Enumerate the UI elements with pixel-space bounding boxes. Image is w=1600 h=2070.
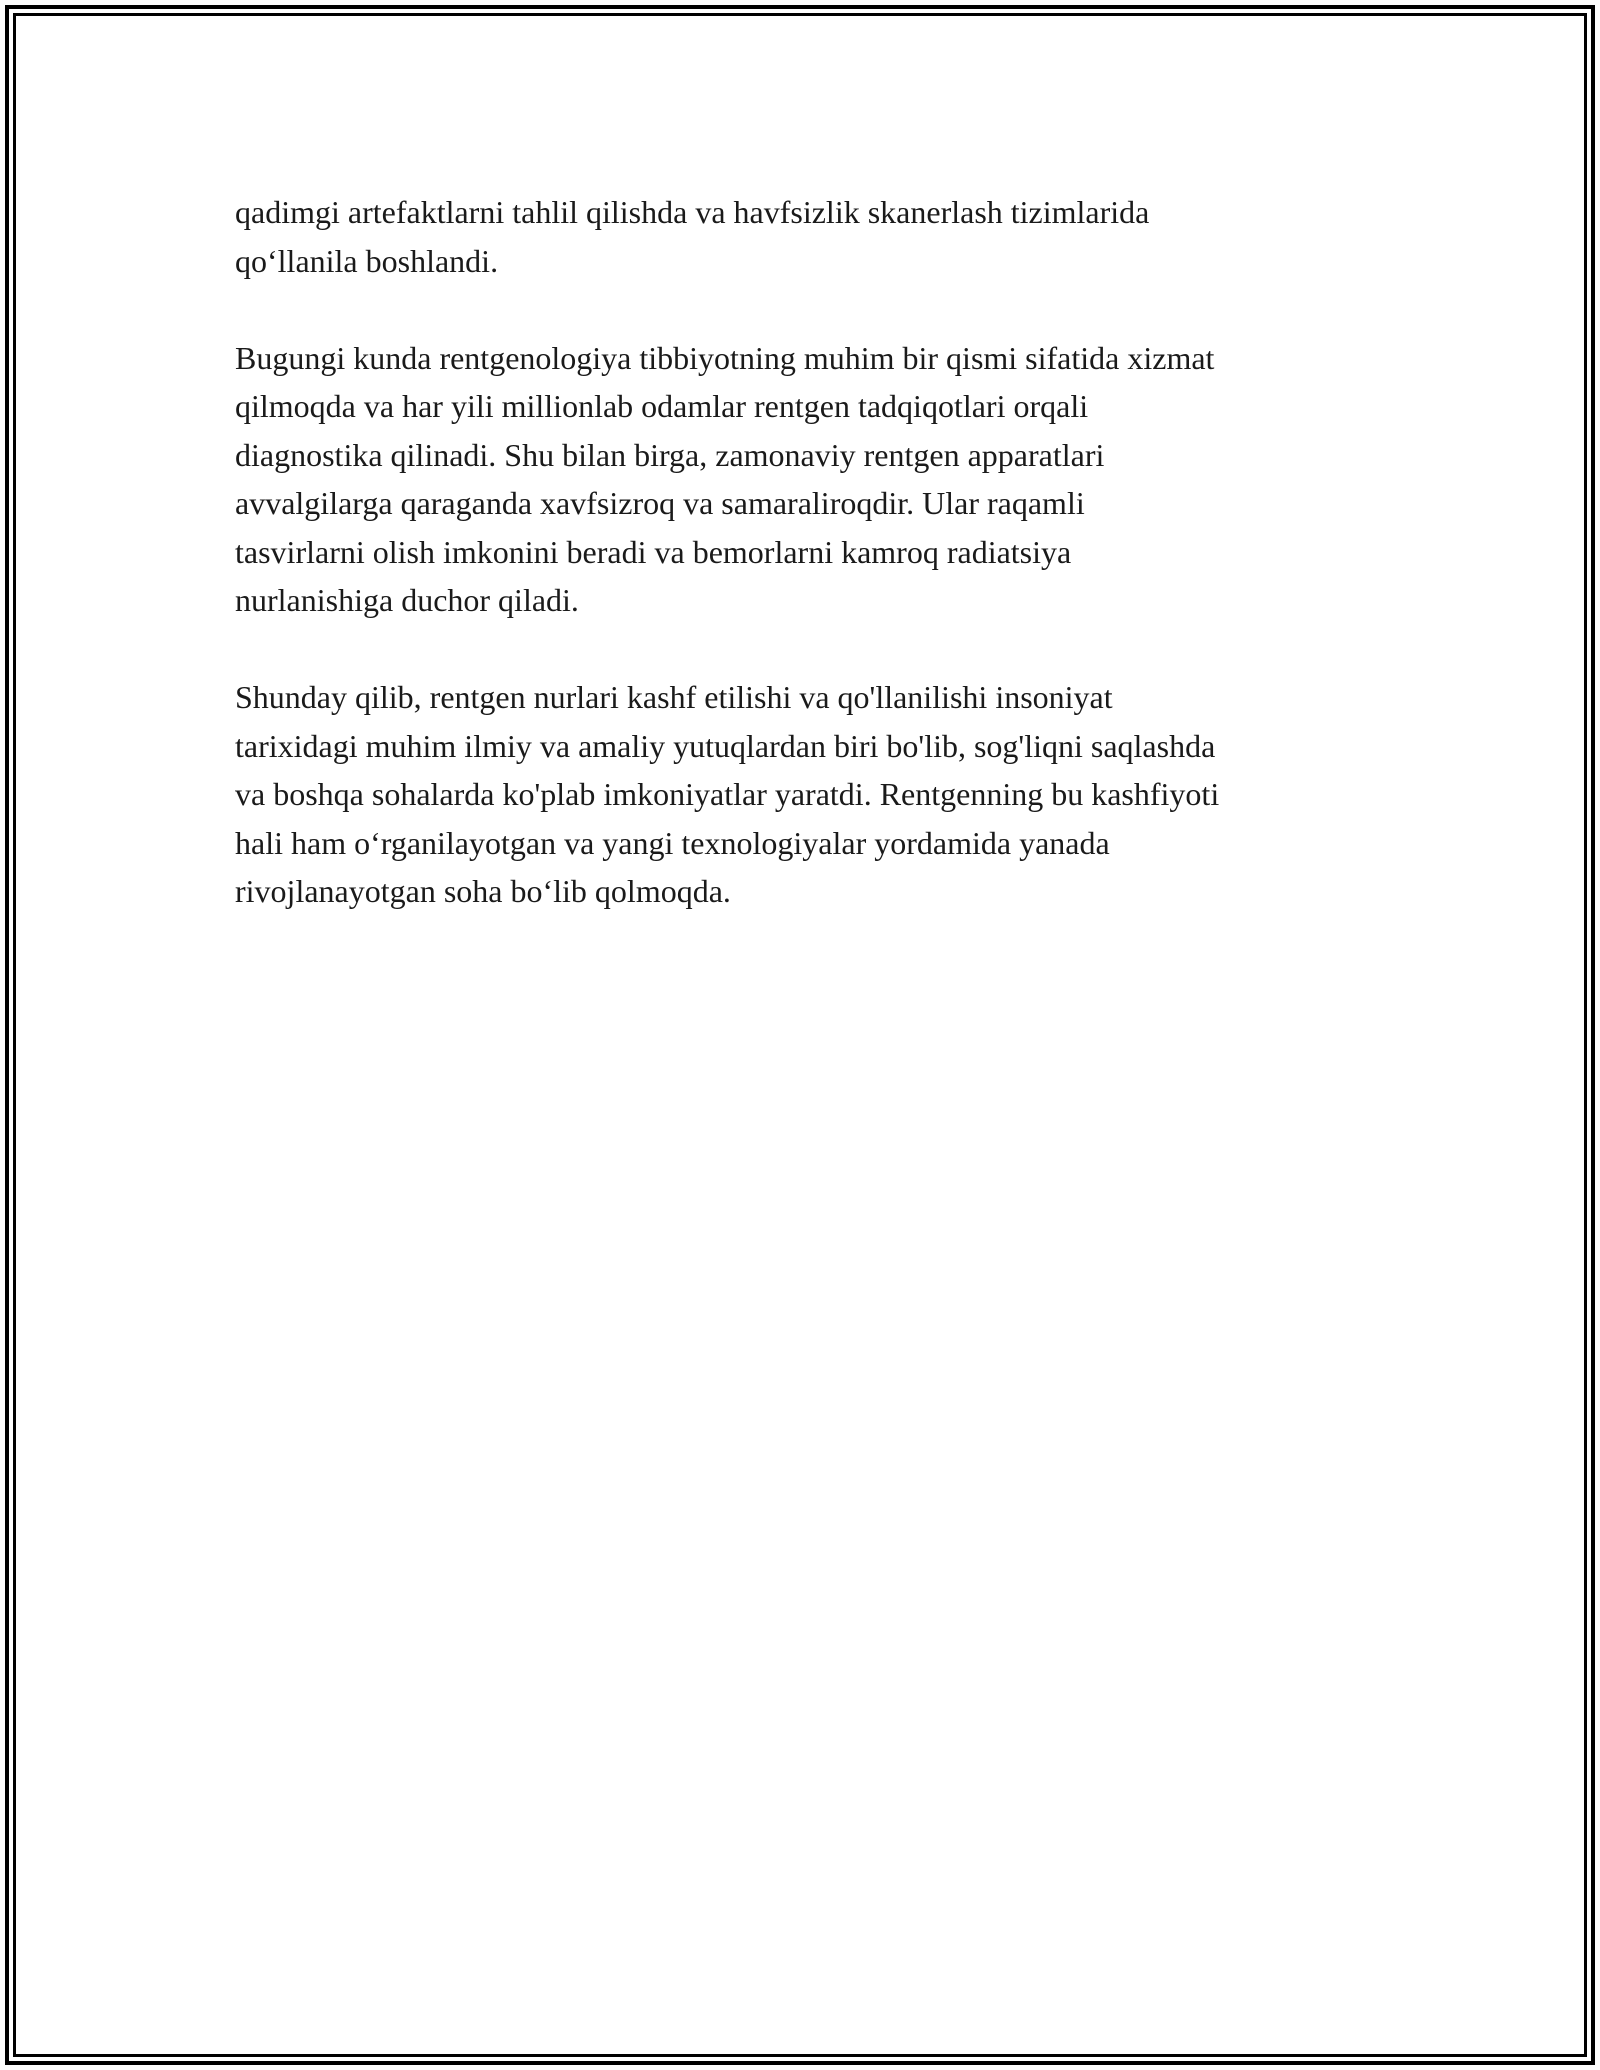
text-line: tarixidagi muhim ilmiy va amaliy yutuqlardan biri bo'lib, sog'liqni saqlashda (235, 727, 1216, 764)
text-line: qadimgi artefaktlarni tahlil qilishda va havfsizlik skanerlash tizimlarida (235, 194, 1150, 230)
text-line: avvalgilarga qaraganda xavfsizroq va samaraliroqdir. Ular raqamli (235, 485, 1085, 521)
text-line: tasvirlarni olish imkonini beradi va bemorlarni kamroq radiatsiya (235, 533, 1072, 570)
text-line: diagnostika qilinadi. Shu bilan birga, zamonaviy rentgen apparatlari (235, 436, 1105, 473)
text-line: hali ham o‘rganilayotgan va yangi texnologiyalar yordamida yanada (235, 824, 1110, 861)
paragraph-3 (235, 673, 1375, 916)
paragraph-2 (235, 334, 1375, 625)
text-line: qilmoqda va har yili millionlab odamlar rentgen tadqiqotlari orqali (235, 388, 1089, 424)
text-line: qo‘llanila boshlandi. (235, 242, 499, 279)
document-body (235, 188, 1375, 964)
text-line: va boshqa sohalarda ko'plab imkoniyatlar yaratdi. Rentgenning bu kashfiyoti (235, 776, 1220, 812)
text-line: nurlanishiga duchor qiladi. (235, 582, 579, 618)
text-line: rivojlanayotgan soha bo‘lib qolmoqda. (235, 873, 731, 909)
text-line: Bugungi kunda rentgenologiya tibbiyotning muhim bir qismi sifatida xizmat (235, 339, 1215, 376)
text-line: Shunday qilib, rentgen nurlari kashf etilishi va qo'llanilishi insoniyat (235, 679, 1113, 715)
paragraph-1 (235, 188, 1375, 285)
